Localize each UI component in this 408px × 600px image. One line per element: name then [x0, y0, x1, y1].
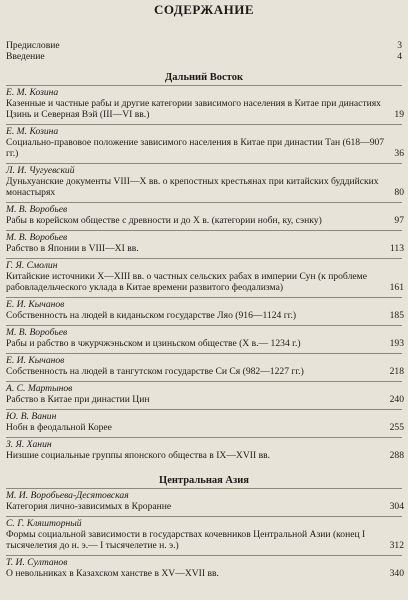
- entry-title-text: Дуньхуанские документы VIII—X вв. о крепостных крестьянах при китайских буддийских монастырях: [6, 176, 379, 198]
- toc-entry[interactable]: [6, 163, 402, 198]
- entry-title: [6, 215, 402, 226]
- entry-author: М. В. Воробьев: [6, 325, 402, 338]
- toc-entry-introduction[interactable]: [6, 51, 402, 62]
- entry-title-text: Рабство в Китае при династии Цин: [6, 394, 150, 405]
- entry-title: [6, 271, 402, 293]
- entry-author: Ю. В. Ванин: [6, 409, 402, 422]
- toc-entry[interactable]: [6, 202, 402, 226]
- entry-title-text: Нобн в феодальной Корее: [6, 422, 112, 433]
- toc-entry[interactable]: [6, 85, 402, 120]
- entry-author: Е. М. Козина: [6, 85, 402, 98]
- section-far-east-entries: [6, 85, 402, 465]
- section-title-central-asia: Центральная Азия: [159, 475, 249, 486]
- entry-title: [6, 243, 402, 254]
- section-central-asia-entries: [6, 488, 402, 583]
- entry-author: З. Я. Ханин: [6, 437, 402, 450]
- entry-title: [6, 98, 402, 120]
- entry-title: [6, 422, 402, 433]
- entry-author: М. В. Воробьев: [6, 202, 402, 215]
- toc-entry[interactable]: [6, 381, 402, 405]
- entry-title-text: Категория лично-зависимых в Кроранне: [6, 501, 172, 512]
- page-number: 218: [389, 366, 404, 377]
- entry-author: Е. И. Кычанов: [6, 297, 402, 310]
- entry-title: [6, 310, 402, 321]
- entry-title: Предисловие: [6, 40, 60, 51]
- entry-title-text: Социально-правовое положение зависимого населения в Китае при династии Тан (618—907 гг.): [6, 137, 385, 159]
- page-number: 97: [394, 215, 404, 226]
- entry-title: [6, 137, 402, 159]
- entry-author: Л. И. Чугуевский: [6, 163, 402, 176]
- entry-title-text: Рабство в Японии в VIII—XI вв.: [6, 243, 139, 254]
- entry-title: Введение: [6, 51, 45, 62]
- page-number: 4: [397, 51, 402, 62]
- toc-entry[interactable]: [6, 124, 402, 159]
- toc-entry[interactable]: [6, 488, 402, 512]
- toc-entry[interactable]: [6, 258, 402, 293]
- entry-title-text: Казенные и частные рабы и другие категории зависимого населения в Китае при династиях Цзинь и Северная Вэй (III—VI вв.): [6, 98, 381, 120]
- entry-author: С. Г. Кляшторный: [6, 516, 402, 529]
- entry-title-text: Рабы и рабство в чжурчжэньском и цзиньском обществе (X в.— 1234 г.): [6, 338, 301, 349]
- toc-entry[interactable]: [6, 437, 402, 461]
- entry-author: М. В. Воробьев: [6, 230, 402, 243]
- page-number: 19: [394, 109, 404, 120]
- toc-entry-preface[interactable]: [6, 40, 402, 51]
- page-number: 36: [394, 148, 404, 159]
- entry-title: [6, 394, 402, 405]
- page-number: 240: [389, 394, 404, 405]
- entry-author: М. И. Воробьева-Десятовская: [6, 488, 402, 501]
- page-number: 161: [389, 282, 404, 293]
- entry-title: [6, 450, 402, 461]
- entry-title-text: О невольниках в Казахском ханстве в XV—XVII вв.: [6, 568, 219, 579]
- entry-author: Т. И. Султанов: [6, 555, 402, 568]
- page-number: 288: [389, 450, 404, 461]
- entry-author: Е. И. Кычанов: [6, 353, 402, 366]
- entry-title-text: Собственность на людей в тангутском государстве Си Ся (982—1227 гг.): [6, 366, 304, 377]
- entry-author: А. С. Мартынов: [6, 381, 402, 394]
- entry-title-text: Рабы в корейском обществе с древности и до X в. (категории нобн, ку, сэнку): [6, 215, 322, 226]
- entry-title-text: Китайские источники X—XIII вв. о частных сельских рабах в империи Сун (к проблеме рабовладельческого уклада в Китае времени развитого феодализма): [6, 271, 367, 293]
- entry-title: [6, 529, 402, 551]
- entry-title: [6, 366, 402, 377]
- toc-entry[interactable]: [6, 325, 402, 349]
- entry-title-text: Формы социальной зависимости в государствах кочевников Центральной Азии (конец I тысячелетия до н. э.— I тысячелетие н. э.): [6, 529, 366, 551]
- page-number: 255: [389, 422, 404, 433]
- page-number: 185: [389, 310, 404, 321]
- toc-entry[interactable]: [6, 555, 402, 579]
- page-number: 340: [389, 568, 404, 579]
- toc-entry[interactable]: [6, 516, 402, 551]
- entry-title-text: Собственность на людей в киданьском государстве Ляо (916—1124 гг.): [6, 310, 297, 321]
- page-number: 312: [389, 540, 404, 551]
- page-number: 304: [389, 501, 404, 512]
- entry-author: Г. Я. Смолин: [6, 258, 402, 271]
- toc-entry[interactable]: [6, 230, 402, 254]
- entry-title: [6, 176, 402, 198]
- toc-entry[interactable]: [6, 409, 402, 433]
- page-number: 193: [389, 338, 404, 349]
- entry-title: [6, 501, 402, 512]
- page-number: 3: [397, 40, 402, 51]
- entry-title-text: Низшие социальные группы японского общества в IX—XVII вв.: [6, 450, 271, 461]
- section-title-far-east: Дальний Восток: [164, 72, 244, 83]
- page-number: 113: [389, 243, 404, 254]
- entry-author: Е. М. Козина: [6, 124, 402, 137]
- entry-title: [6, 338, 402, 349]
- page-number: 80: [394, 187, 404, 198]
- toc-entry[interactable]: [6, 297, 402, 321]
- page-title: СОДЕРЖАНИЕ: [153, 2, 255, 17]
- entry-title: [6, 568, 402, 579]
- toc-entry[interactable]: [6, 353, 402, 377]
